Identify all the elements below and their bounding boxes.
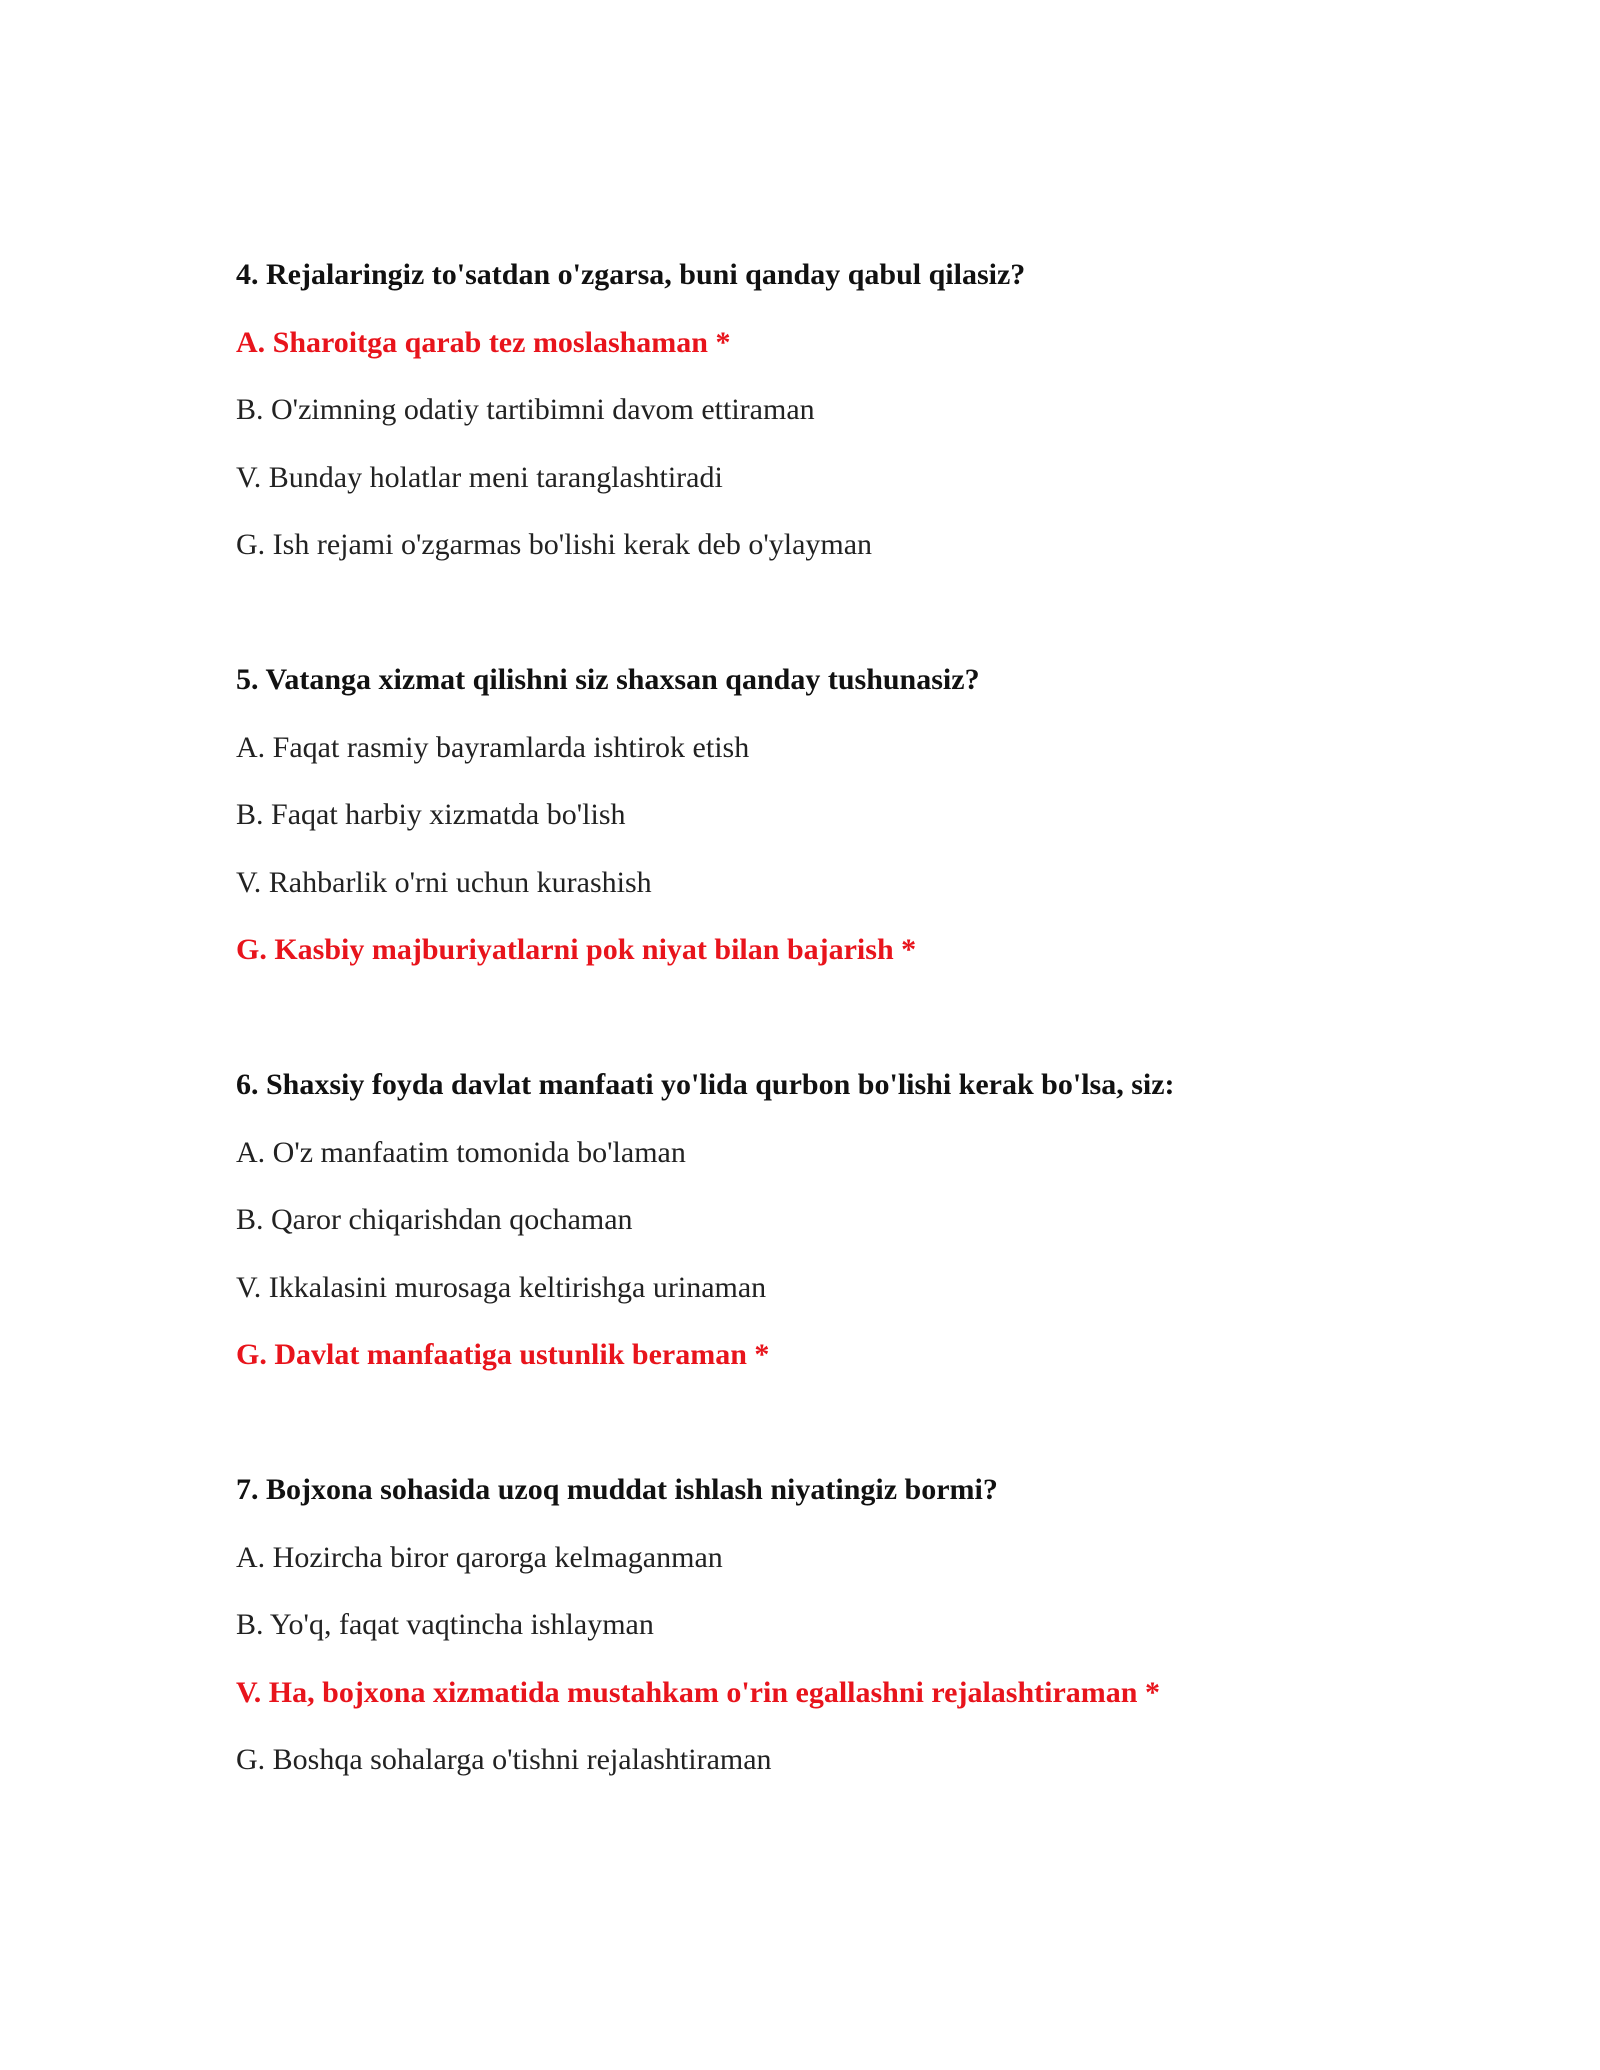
question-block-4: [236, 257, 1436, 595]
answer-option-g: G. Davlat manfaatiga ustunlik beraman *: [236, 1338, 770, 1371]
answer-option-a: A. Faqat rasmiy bayramlarda ishtirok etish: [236, 730, 750, 764]
answer-option-v: V. Ha, bojxona xizmatida mustahkam o'rin egallashni rejalashtiraman *: [236, 1675, 1160, 1709]
question-title: 7. Bojxona sohasida uzoq muddat ishlash niyatingiz bormi?: [236, 1473, 998, 1506]
answer-option-a: A. Sharoitga qarab tez moslashaman *: [236, 325, 731, 359]
question-title: 6. Shaxsiy foyda davlat manfaati yo'lida qurbon bo'lishi kerak bo'lsa, siz:: [236, 1068, 1175, 1101]
question-block-5: [236, 662, 1436, 1000]
answer-option-b: B. O'zimning odatiy tartibimni davom ettiraman: [236, 393, 815, 426]
question-block-7: [236, 1472, 1436, 1810]
answer-option-g: G. Ish rejami o'zgarmas bo'lishi kerak deb o'ylayman: [236, 528, 873, 561]
question-block-6: [236, 1067, 1436, 1405]
answer-option-b: B. Yo'q, faqat vaqtincha ishlayman: [236, 1608, 654, 1641]
answer-option-a: A. O'z manfaatim tomonida bo'laman: [236, 1135, 686, 1169]
answer-option-a: A. Hozircha biror qarorga kelmaganman: [236, 1540, 723, 1574]
answer-option-g: G. Kasbiy majburiyatlarni pok niyat bilan bajarish *: [236, 933, 917, 966]
answer-option-v: V. Ikkalasini murosaga keltirishga urinaman: [236, 1270, 767, 1304]
answer-option-v: V. Bunday holatlar meni taranglashtiradi: [236, 460, 723, 494]
question-title: 5. Vatanga xizmat qilishni siz shaxsan qanday tushunasiz?: [236, 663, 980, 696]
answer-option-b: B. Qaror chiqarishdan qochaman: [236, 1203, 633, 1236]
question-title: 4. Rejalaringiz to'satdan o'zgarsa, buni qanday qabul qilasiz?: [236, 258, 1026, 291]
answer-option-g: G. Boshqa sohalarga o'tishni rejalashtiraman: [236, 1743, 772, 1776]
answer-option-v: V. Rahbarlik o'rni uchun kurashish: [236, 865, 652, 899]
answer-option-b: B. Faqat harbiy xizmatda bo'lish: [236, 798, 626, 831]
